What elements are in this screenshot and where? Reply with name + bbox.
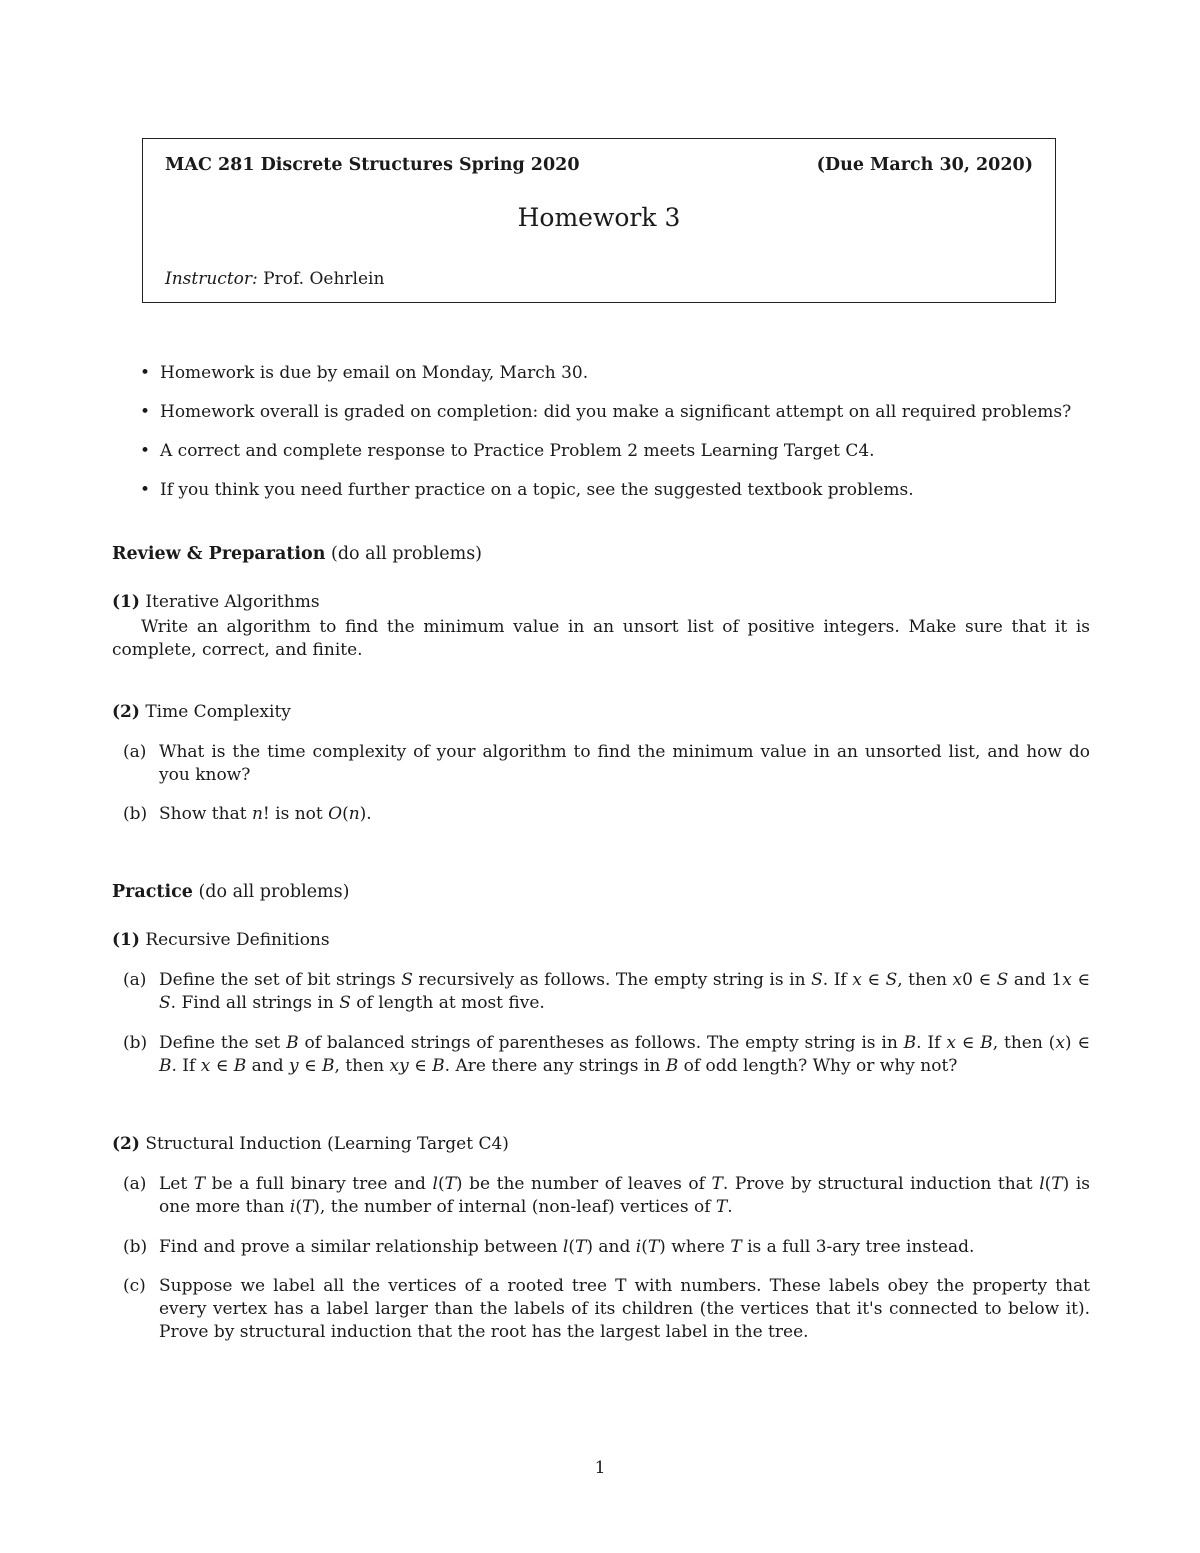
practice-problem-1b: (b) Define the set B of balanced strings of parentheses as follows. The empty string is in B. If x ∈ B, then (x) ∈ B. If x ∈ B and y ∈ B, then xy ∈ B. Are there any strings in B of odd length? Why or why not?	[123, 1033, 1090, 1076]
bullet-icon: •	[140, 402, 151, 422]
bullet-icon: •	[140, 441, 151, 461]
section-review-heading: Review & Preparation (do all problems)	[112, 544, 482, 564]
practice-problem-2b: (b) Find and prove a similar relationship between l(T) and i(T) where T is a full 3-ary tree instead.	[123, 1237, 975, 1257]
practice-problem-1a: (a) Define the set of bit strings S recursively as follows. The empty string is in S. If x ∈ S, then x0 ∈ S and 1x ∈ S. Find all strings in S of length at most five.	[123, 970, 1090, 1013]
review-problem-1-title: (1) Iterative Algorithms	[112, 592, 320, 612]
practice-problem-2c: (c) Suppose we label all the vertices of a rooted tree T with numbers. These labels obey the property that every vertex has a label larger than the labels of its children (the vertices that it's connected to below it). Prove by structural induction that the root has the largest label in the tree.	[123, 1276, 1090, 1342]
instructor-name: Prof. Oehrlein	[263, 269, 385, 289]
instructor-label: Instructor:	[165, 269, 258, 289]
review-problem-2b: (b) Show that n! is not O(n).	[123, 804, 372, 824]
list-item: • Homework is due by email on Monday, March 30.	[140, 363, 589, 383]
course-title: MAC 281 Discrete Structures Spring 2020	[165, 155, 580, 175]
section-practice-heading: Practice (do all problems)	[112, 882, 350, 902]
list-item: • A correct and complete response to Practice Problem 2 meets Learning Target C4.	[140, 441, 875, 461]
page-number: 1	[594, 1458, 606, 1478]
homework-title: Homework 3	[517, 203, 681, 232]
review-problem-1-text: Write an algorithm to find the minimum value in an unsort list of positive integers. Make sure that it is complete, correct, and finite.	[112, 617, 1090, 660]
practice-problem-2a: (a) Let T be a full binary tree and l(T) be the number of leaves of T. Prove by structural induction that l(T) is one more than i(T), the number of internal (non-leaf) vertices of T.	[123, 1174, 1091, 1217]
review-problem-2-title: (2) Time Complexity	[112, 702, 291, 722]
practice-problem-2-title: (2) Structural Induction (Learning Target C4)	[112, 1134, 509, 1154]
practice-problem-1-title: (1) Recursive Definitions	[112, 930, 330, 950]
bullet-icon: •	[140, 363, 151, 383]
header-box	[142, 138, 1056, 303]
instructor-line	[165, 269, 384, 289]
list-item: • If you think you need further practice on a topic, see the suggested textbook problems.	[140, 480, 914, 500]
instructions-list	[140, 362, 1100, 518]
list-item: • Homework overall is graded on completion: did you make a significant attempt on all required problems?	[140, 402, 1072, 422]
review-problem-2a: (a) What is the time complexity of your algorithm to find the minimum value in an unsorted list, and how do you know?	[123, 742, 1090, 785]
bullet-icon: •	[140, 480, 151, 500]
due-date: (Due March 30, 2020)	[816, 155, 1033, 175]
